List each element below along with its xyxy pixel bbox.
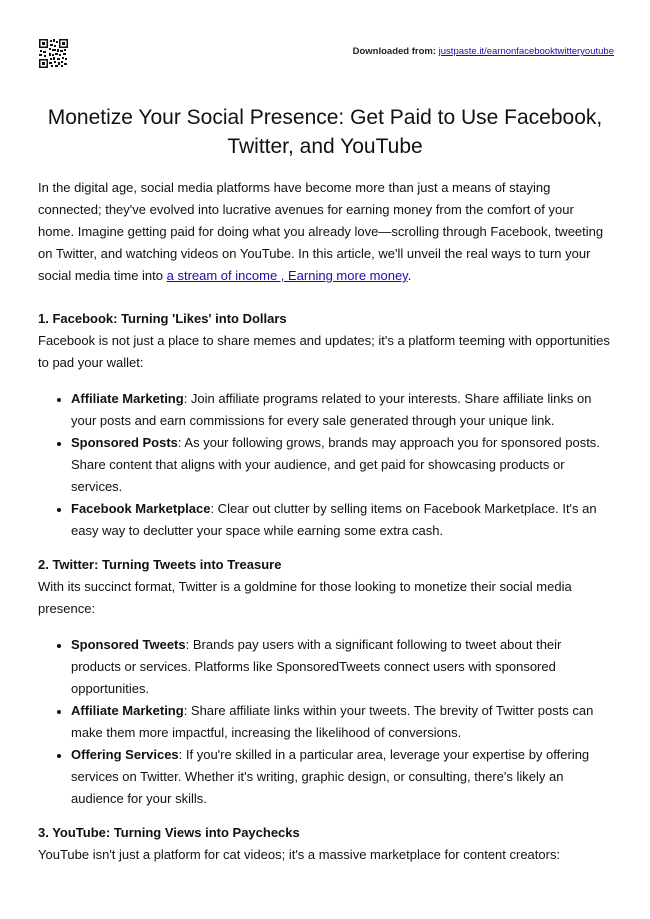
qr-code-icon <box>39 39 68 68</box>
list-item <box>71 498 612 542</box>
list-item <box>71 700 612 744</box>
list-item-text: : If you're skilled in a particular area, leverage your expertise by offering services on Twitter. Whether it's writing, graphic design, or consulting, there's likely an audience for your skills. <box>71 747 590 806</box>
section-heading-youtube: 3. YouTube: Turning Views into Paychecks <box>38 825 300 840</box>
section-lead-youtube: YouTube isn't just a platform for cat videos; it's a massive marketplace for content creators: <box>38 847 561 862</box>
list-item-term: Facebook Marketplace <box>71 501 211 516</box>
article-body <box>38 177 612 866</box>
section-lead-twitter: With its succinct format, Twitter is a goldmine for those looking to monetize their social media presence: <box>38 579 572 616</box>
list-item <box>71 744 612 810</box>
intro-paragraph <box>38 177 612 287</box>
list-item <box>71 634 612 700</box>
list-item-text: : Join affiliate programs related to your interests. Share affiliate links on your posts and earn commissions for every sale generated through your unique link. <box>71 391 592 428</box>
section-heading-facebook: 1. Facebook: Turning 'Likes' into Dollars <box>38 311 287 326</box>
section-heading-twitter: 2. Twitter: Turning Tweets into Treasure <box>38 557 282 572</box>
page-title: Monetize Your Social Presence: Get Paid to Use Facebook, Twitter, and YouTube <box>47 106 603 158</box>
source-link[interactable]: justpaste.it/earnonfacebooktwitteryoutube <box>438 46 614 57</box>
section-lead-facebook: Facebook is not just a place to share memes and updates; it's a platform teeming with opportunities to pad your wallet: <box>38 333 610 370</box>
downloaded-from-label: Downloaded from: <box>352 46 437 57</box>
list-item-term: Affiliate Marketing <box>71 703 184 718</box>
intro-text: In the digital age, social media platforms have become more than just a means of staying connected; they've evolved into lucrative avenues for earning money from the comfort of your home. Imagine getting paid for doing what you already love—scrolling through Facebook, tweeting on Twitter, and watching videos on YouTube. In this article, we'll unveil the real ways to turn your social media time into <box>38 180 604 283</box>
list-item-term: Offering Services <box>71 747 179 762</box>
list-item-text: : Share affiliate links within your tweets. The brevity of Twitter posts can make them more impactful, increasing the likelihood of conversions. <box>71 703 594 740</box>
list-item-text: : Clear out clutter by selling items on Facebook Marketplace. It's an easy way to declutter your space while earning some extra cash. <box>71 501 597 538</box>
list-item <box>71 432 612 498</box>
list-item-term: Sponsored Tweets <box>71 637 186 652</box>
list-item <box>71 388 612 432</box>
income-link[interactable]: a stream of income , Earning more money <box>166 268 408 283</box>
facebook-list <box>38 388 612 542</box>
list-item-text: : Brands pay users with a significant following to tweet about their products or services. Platforms like SponsoredTweets connect users with sponsored opportunities. <box>71 637 562 696</box>
list-item-text: : As your following grows, brands may approach you for sponsored posts. Share content that aligns with your audience, and get paid for showcasing products or services. <box>71 435 600 494</box>
list-item-term: Affiliate Marketing <box>71 391 184 406</box>
intro-end: . <box>407 268 412 283</box>
twitter-list <box>38 634 612 810</box>
list-item-term: Sponsored Posts <box>71 435 178 450</box>
download-source-line <box>353 46 614 57</box>
